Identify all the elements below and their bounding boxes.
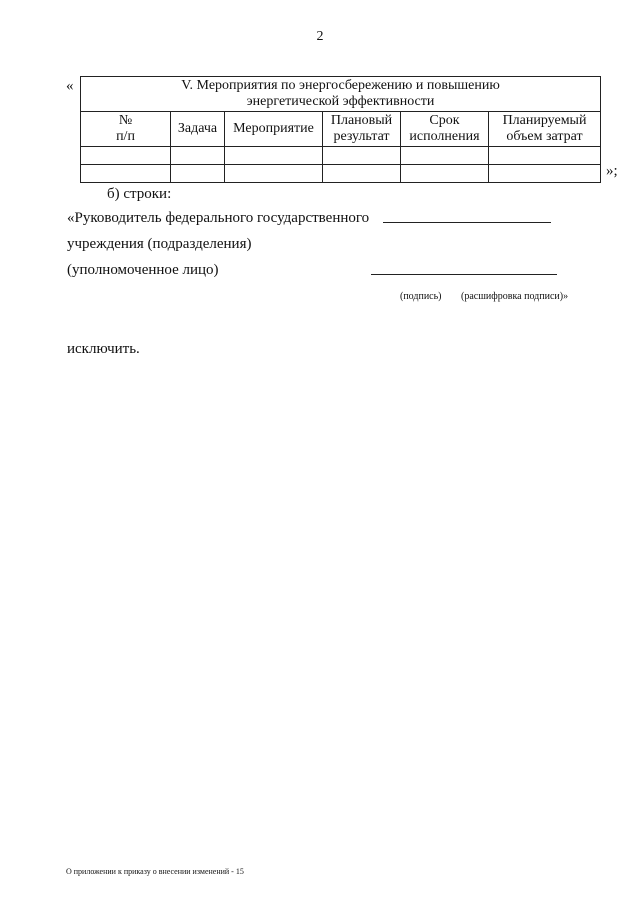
column-header-planned-costs-line-1: Планируемый (502, 113, 587, 128)
column-header-number-line-2: п/п (116, 129, 135, 144)
table-cell (171, 165, 225, 183)
column-header-number-line-1: № (118, 113, 133, 128)
signature-caption: (подпись) (400, 291, 442, 302)
footer-note: О приложении к приказу о внесении изменений - 15 (66, 867, 244, 876)
table-header-row (81, 112, 601, 147)
exclude-instruction: исключить. (67, 341, 140, 357)
signature-line-top (383, 222, 551, 223)
signature-line-bottom (371, 274, 557, 275)
table-cell (489, 147, 601, 165)
table-cell (81, 147, 171, 165)
table-cell (323, 147, 401, 165)
column-header-measure (225, 112, 323, 147)
column-header-task (171, 112, 225, 147)
table-title (81, 77, 601, 112)
table-title-line-1: V. Мероприятия по энергосбережению и повышению (181, 78, 500, 93)
column-header-planned-costs-line-2: объем затрат (506, 129, 583, 144)
column-header-measure-label: Мероприятие (233, 121, 314, 136)
table-cell (225, 165, 323, 183)
column-header-planned-result (323, 112, 401, 147)
measures-table (80, 76, 601, 183)
table-row (81, 147, 601, 165)
item-b-label: б) строки: (107, 186, 172, 202)
table-title-line-2: энергетической эффективности (246, 94, 435, 109)
column-header-deadline-line-2: исполнения (409, 129, 480, 144)
column-header-task-label: Задача (177, 121, 218, 136)
column-header-planned-costs (489, 112, 601, 147)
page-number: 2 (316, 29, 324, 44)
table-cell (225, 147, 323, 165)
signature-decoding-caption: (расшифровка подписи)» (461, 291, 569, 302)
table-cell (401, 165, 489, 183)
column-header-planned-result-line-2: результат (333, 129, 390, 144)
table-cell (489, 165, 601, 183)
table-title-row (81, 77, 601, 112)
table-cell (81, 165, 171, 183)
column-header-planned-result-line-1: Плановый (330, 113, 393, 128)
column-header-deadline (401, 112, 489, 147)
authorized-person-line: (уполномоченное лицо) (67, 262, 219, 278)
column-header-number (81, 112, 171, 147)
table-cell (323, 165, 401, 183)
head-of-institution-line: «Руководитель федерального государственного (67, 210, 370, 226)
column-header-deadline-line-1: Срок (429, 113, 460, 128)
table-row (81, 165, 601, 183)
institution-line: учреждения (подразделения) (67, 236, 252, 252)
closing-quote: »; (606, 163, 618, 179)
opening-quote: « (66, 78, 74, 94)
table-cell (401, 147, 489, 165)
table-cell (171, 147, 225, 165)
